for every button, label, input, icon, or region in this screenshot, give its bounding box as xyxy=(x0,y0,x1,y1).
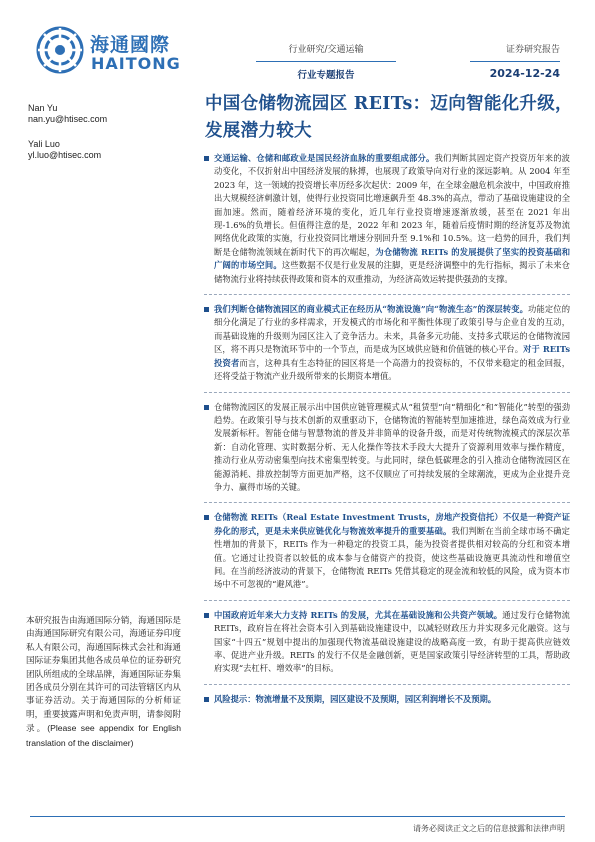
section-text: 仓储物流园区的发展正展示出中国供应链管理模式从“租赁型”向“精细化”和“智能化”转型的强劲趋势。在政策引导与技术创新的双重驱动下，仓储物流的智能转型加速推进，绿色高效成为行业发展新标杆。智能仓储与智慧物流的普及并非简单的设备升级，而是对传统物流模式的深层次革新：自动化管理、实时数据分析、无人化操作等技术手段大大提升了资源利用效率与操作精度，推动行业从劳动密集型向技术密集型转变。与此同时，绿色低碳理念的引入推动仓储物流园区在能源消耗、排放控制等方面更加严格，这不仅顺应了可持续发展的全球潮流，更成为企业提升竞争力、赢得市场的关键。 xyxy=(214,401,570,492)
section-divider xyxy=(204,600,570,601)
section-highlight: 为仓储物流 REITs 的发展提供了坚实的投资基础和广阔的市场空间。 xyxy=(214,246,570,271)
author-name: Nan Yu xyxy=(28,103,58,113)
author-list xyxy=(28,103,178,175)
report-body xyxy=(204,152,570,706)
logo-en-text: HAITONG xyxy=(91,54,181,73)
section-text: 通过发行仓储物流 REITs，政府旨在将社会资本引入到基础设施建设中，以减轻财政压力并实现多元化融资。这与国家“十四五”规划中提出的加强现代物流基础设施建设的战略高度一致，有助于提高供应链效率、促进产业升级。REITs 的发行不仅是金融创新，更是国家政策引导经济转型的工具，帮助政府实现“去杠杆、增效率”的目标。 xyxy=(214,609,570,674)
risk-warning-text: 风险提示：物流增量不及预期，园区建设不及预期，园区利润增长不及预期。 xyxy=(214,693,497,704)
section-highlight: 对于 REITs 投资者 xyxy=(214,344,570,368)
section-risk-warning xyxy=(204,693,570,706)
section-lead: 仓储物流 REITs（Real Estate Investment Trusts，房地产投资信托）不仅是一种资产证券化的形式，更是未来供应链优化与物流效率提升的重要基础。 xyxy=(214,512,570,536)
author-name: Yali Luo xyxy=(28,139,60,149)
haitong-logo xyxy=(36,26,186,76)
header-divider-right xyxy=(470,61,560,62)
section-divider xyxy=(204,502,570,503)
section-business-model xyxy=(204,303,570,383)
footer-notice: 请务必阅读正文之后的信息披露和法律声明 xyxy=(413,824,565,833)
report-kind: 证券研究报告 xyxy=(505,45,560,55)
footer-divider xyxy=(30,816,565,817)
section-text: 功能定位的细分化满足了行业的多样需求，开发模式的市场化和平衡性体现了政策引导与企业自发的互动，而基础设施的升级则为园区注入了竞争活力。未来，具备多元功能、支持多式联运的仓储物流园区，将不再只是物流环节中的一个节点，而是成为区域供应链和价值链的核心平台。 xyxy=(214,304,570,355)
section-lead: 我们判断仓储物流园区的商业模式正在经历从“物流设施”向“物流生态”的深层转变。 xyxy=(214,304,529,315)
section-text: 这些数据不仅是行业发展的注脚，更是经济调整中的先行指标，揭示了未来仓储物流行业将持续获得政策和资本的双重推动，为经济高效运转提供强劲的支撑。 xyxy=(214,260,570,284)
section-lead: 交通运输、仓储和邮政业是国民经济血脉的重要组成部分。 xyxy=(214,153,435,163)
section-lead: 中国政府近年来大力支持 REITs 的发展，尤其在基础设施和公共资产领域。 xyxy=(214,609,503,620)
report-type: 行业专题报告 xyxy=(297,70,355,81)
disclaimer-cn: 本研究报告由海通国际分销，海通国际是由海通国际研究有限公司，海通证券印度私人有限公司，海通国际株式会社和海通国际证券集团其他各成员单位的证券研究团队所组成的全球品牌，海通国际证券集团各成员分别在其许可的司法管辖区内从事证券活动。关于海通国际的分析师证明，重要披露声明和免责声明，请参阅附录。 xyxy=(26,616,181,735)
report-date-block xyxy=(470,42,560,80)
author-1 xyxy=(28,103,178,125)
disclaimer-en: (Please see appendix for English translation of the disclaimer) xyxy=(26,723,181,748)
section-policy-support xyxy=(204,609,570,676)
section-text: 我们判断在当前全球市场不确定性增加的背景下，REITs 作为一种稳定的投资工具，能为投资者提供相对较高的分红和资本增值。它通过让投资者以较低的成本参与仓储资产的投资，使这些基础设施更具流动性和增值空间。在当前经济波动的背景下，仓储物流 REITs 凭借其稳定的现金流和较低的风险，成为资本市场中不可忽视的“避风港”。 xyxy=(214,525,570,590)
report-category-block xyxy=(256,42,396,81)
author-email[interactable]: yl.luo@htisec.com xyxy=(28,150,102,160)
section-divider xyxy=(204,392,570,393)
report-category: 行业研究/交通运输 xyxy=(288,45,364,55)
section-divider xyxy=(204,294,570,295)
author-email[interactable]: nan.yu@htisec.com xyxy=(28,114,108,124)
disclaimer xyxy=(26,615,181,751)
haitong-logo-icon xyxy=(36,26,84,74)
logo-cn-text: 海通國際 xyxy=(90,34,171,56)
section-investment-trend xyxy=(204,152,570,286)
report-date: 2024-12-24 xyxy=(489,67,560,80)
section-reits-value xyxy=(204,511,570,591)
section-smart-transition xyxy=(204,401,570,495)
report-title: 中国仓储物流园区 REITs：迈向智能化升级，发展潜力较大 xyxy=(205,94,573,141)
author-2 xyxy=(28,139,178,161)
section-text: 而言，这种具有生态特征的园区将是一个高潜力的投资标的，不仅带来稳定的租金回报，还将受益于物流产业升级所带来的长期资本增值。 xyxy=(214,357,570,382)
section-text: 我们判断其固定资产投资历年来的波动变化，不仅折射出中国经济发展的脉搏，也展现了政策导向对行业的深远影响。从 2004 年至 2023 年，这一领域的投资增长率历经多次起伏：2009 年，在全球金融危机余波中，中国政府推出大规模经济刺激计划，使得行业投资同比增速飙升至 48.3%的高点，带动了基础设施建设的全面加速。然而，随着经济环境的变化，近几年行业投资增速逐渐放缓，甚至在 2021 年出现-1.6%的负增长。但值得注意的是，2022 年和 2023 年，随着后疫情时期的经济复苏及物流网络优化政策的实施，行业投资同比增速分别回升至 9.1%和 10.5%。这一趋势的回升，我们判断是仓储物流领域在新时代下的再次崛起， xyxy=(214,153,570,257)
header-divider xyxy=(256,61,396,62)
section-divider xyxy=(204,684,570,685)
report-header xyxy=(0,0,595,90)
